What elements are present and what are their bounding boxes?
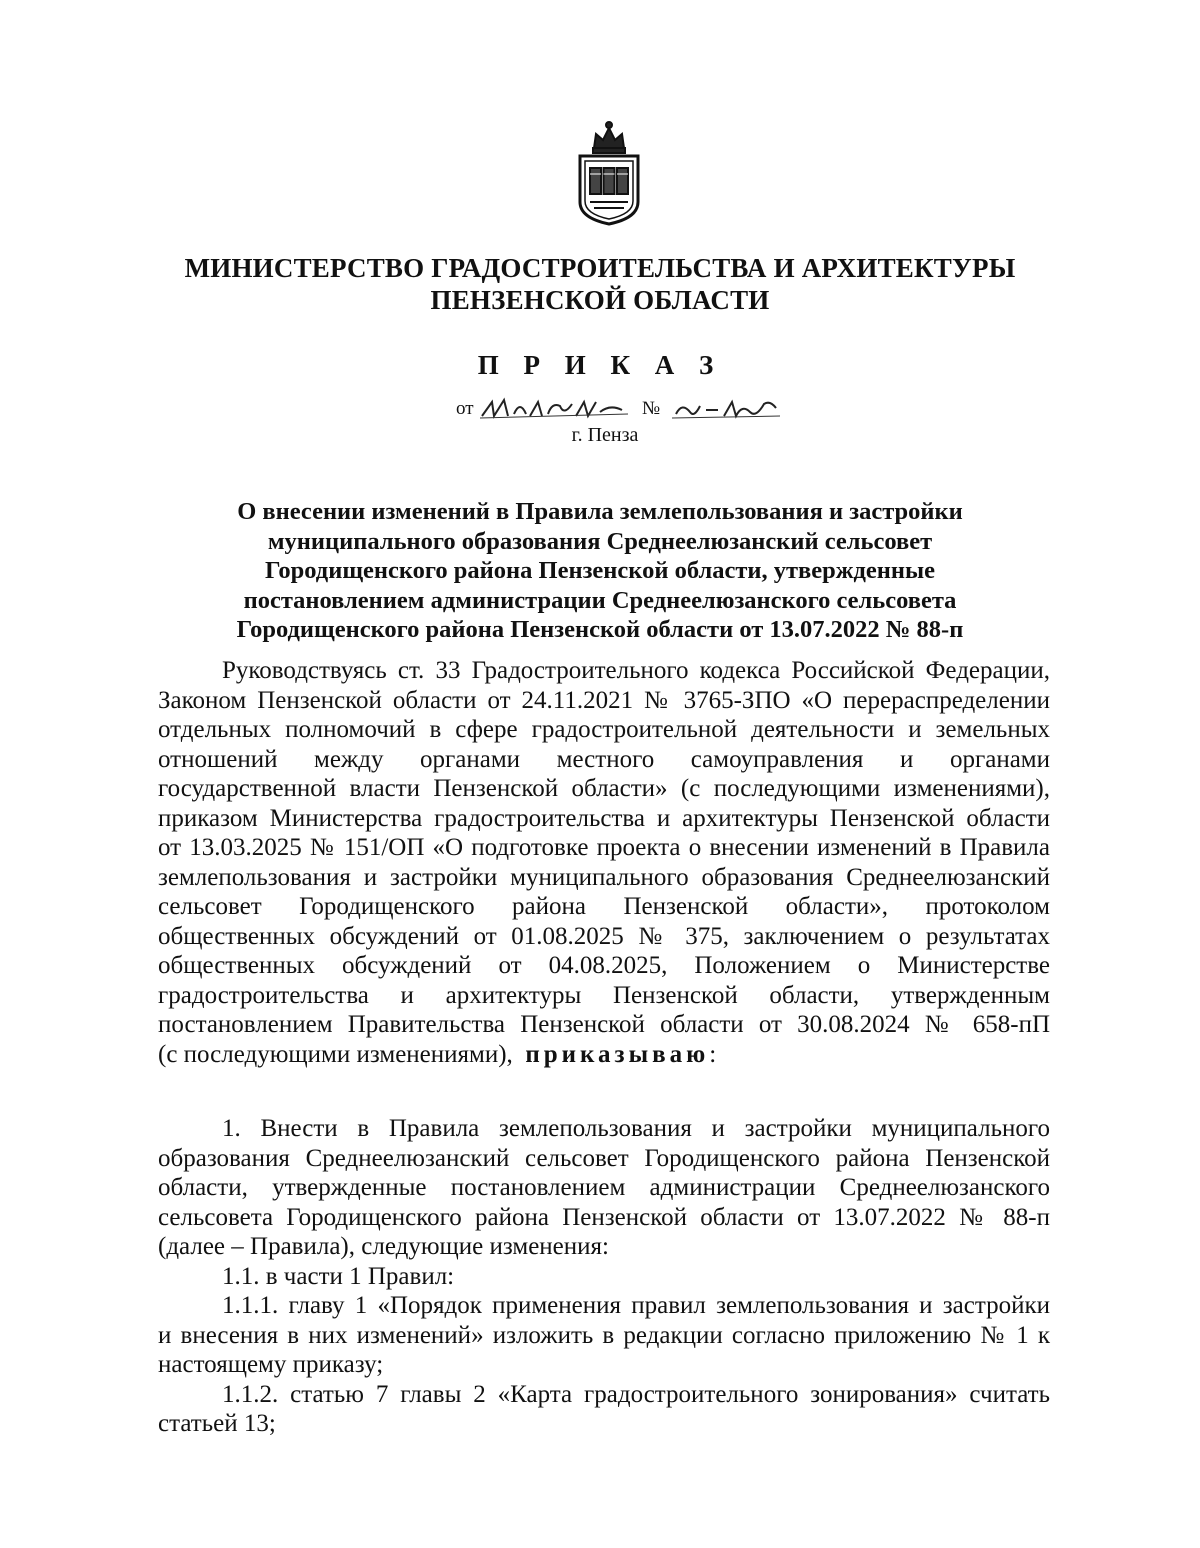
subject-line: постановлением администрации Среднеелюзанского сельсовета — [243, 586, 957, 614]
subject-line: О внесении изменений в Правила землепользования и застройки — [237, 498, 963, 525]
order-subject — [0, 497, 1200, 645]
text-line: отдельных полномочий в сфере градостроительной деятельности и земельных — [158, 716, 1050, 743]
text-line: 1.1.1. главу 1 «Порядок применения правил землепользования и застройки — [222, 1292, 1050, 1319]
preamble-last-line: (с последующими изменениями), — [158, 1040, 513, 1068]
text-line: постановлением Правительства Пензенской области от 30.08.2024 № 658-пП — [158, 1011, 1050, 1038]
handwritten-date-signature — [480, 396, 630, 422]
text-line: общественных обсуждений от 04.08.2025, Положением о Министерстве — [158, 952, 1050, 979]
order-items — [158, 1114, 1050, 1439]
text-line: общественных обсуждений от 01.08.2025 № 375, заключением о результатах — [158, 922, 1050, 950]
end-colon: : — [709, 1040, 717, 1068]
date-prefix: от — [456, 398, 474, 419]
text-line: 1.1.2. статью 7 главы 2 «Карта градостроительного зонирования» считать — [222, 1380, 1050, 1408]
text-line: области, утвержденные постановлением администрации Среднеелюзанского — [158, 1174, 1050, 1201]
city: г. Пенза — [571, 424, 639, 446]
coat-of-arms-icon — [576, 118, 642, 228]
text-line: отношений между органами местного самоуправления и органами — [158, 745, 1050, 773]
subject-line: Городищенского района Пензенской области, утвержденные — [264, 557, 936, 584]
ministry-name — [0, 252, 1200, 316]
text-line: государственной власти Пензенской области» (с последующими изменениями), — [158, 775, 1050, 802]
text-line: Руководствуясь ст. 33 Градостроительного кодекса Российской Федерации, — [222, 657, 1050, 684]
order-word: приказываю — [525, 1040, 710, 1068]
text-line: сельсовета Городищенского района Пензенской области от 13.07.2022 № 88-п — [158, 1203, 1050, 1231]
text-line: сельсовет Городищенского района Пензенской области», протоколом — [158, 893, 1050, 920]
text-line: и внесения в них изменений» изложить в редакции согласно приложению № 1 к — [158, 1321, 1050, 1349]
text-line: землепользования и застройки муниципального образования Среднеелюзанский — [158, 863, 1050, 891]
text-line: 1.1. в части 1 Правил: — [222, 1262, 455, 1290]
subject-line: муниципального образования Среднеелюзанский сельсовет — [267, 527, 933, 555]
text-line: градостроительства и архитектуры Пензенской области, утвержденным — [158, 981, 1050, 1009]
handwritten-number-signature — [672, 396, 782, 422]
text-line: приказом Министерства градостроительства и архитектуры Пензенской области — [158, 804, 1050, 832]
text-line: 1. Внести в Правила землепользования и застройки муниципального — [222, 1115, 1050, 1142]
order-date-number — [450, 396, 790, 422]
text-line: от 13.03.2025 № 151/ОП «О подготовке проекта о внесении изменений в Правила — [158, 834, 1050, 861]
preamble-paragraph — [158, 656, 1050, 1069]
text-line: настоящему приказу; — [158, 1351, 384, 1378]
text-line — [158, 1040, 1050, 1070]
text-line: (далее – Правила), следующие изменения: — [158, 1233, 609, 1260]
ministry-line-2: ПЕНЗЕНСКОЙ ОБЛАСТИ — [430, 285, 770, 315]
text-line: статьей 13; — [158, 1410, 276, 1437]
text-line: Законом Пензенской области от 24.11.2021 № 3765-ЗПО «О перераспределении — [158, 686, 1050, 714]
subject-line: Городищенского района Пензенской области от 13.07.2022 № 88-п — [236, 616, 964, 643]
ministry-line-1: МИНИСТЕРСТВО ГРАДОСТРОИТЕЛЬСТВА И АРХИТЕКТУРЫ — [184, 253, 1016, 283]
order-title: П Р И К А З — [477, 350, 723, 380]
number-prefix: № — [642, 398, 661, 419]
text-line: образования Среднеелюзанский сельсовет Городищенского района Пензенской — [158, 1144, 1050, 1172]
